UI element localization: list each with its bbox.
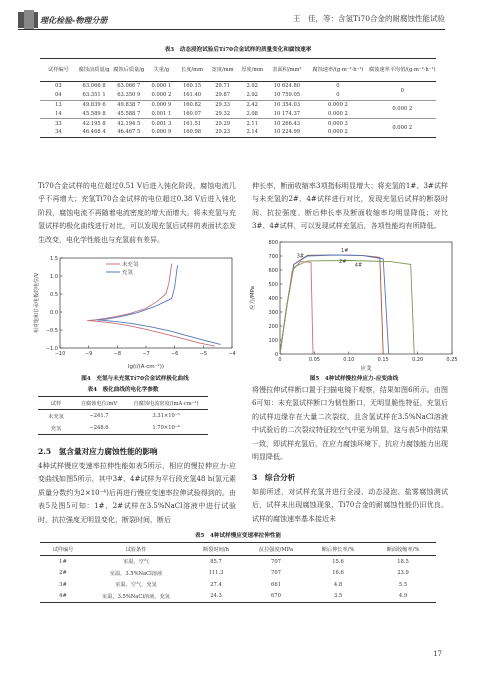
series-label-2: 3# [296,253,305,260]
x-tick-label: 0 [278,357,282,363]
table-header: 断后伸长率/% [306,543,370,556]
x-tick-label: −4 [228,351,236,357]
table4 [38,396,208,435]
table-row: 3# 室温，空气，充氢 27.4 661 4.8 5.5 [59,581,408,589]
table-row: 33 42.195 8 42.194 5 0.001 3 161.51 29.29 2.11 10 266.43 0.000 3 0.000 2 [40,119,436,128]
table3 [40,58,436,138]
figure4-series [87,263,220,346]
table-row: 04 63.351 1 63.350 9 0.000 2 161.40 29.87 2.92 10 759.05 0 [40,91,436,100]
average-cell: 0.000 2 [392,124,413,131]
table-header: 厚度/mm [238,59,267,82]
section-2-5-title: 2.5 氢含量对应力腐蚀性能的影响 [38,447,158,456]
table-row: 未充氢 −241.7 3.31×10⁻⁵ [48,413,180,420]
x-tick-label: −8 [113,351,122,357]
y-tick-label: 0.5 [50,291,58,298]
y-tick-label: 100 [268,337,278,344]
table-row: 14 45.589 8 45.588 7 0.001 1 160.07 29.32 2.08 10 174.37 0.000 2 [40,109,436,118]
table-header: 失重/g [146,59,177,82]
table-row: 2# 室温，3.5%NaCl溶液 111.3 707 16.6 23.9 [59,570,409,577]
right-paragraph-2: 将慢拉伸试样断口置于扫描电镜下观察，结果如图6所示。由图6可知：未充氢试样断口为韧性断口，无明显脆性特征，充氢后的试样边缘存在大量二次裂纹，且含氢试样在3.5%NaCl溶液中试验后的二次裂纹特征较空气中更为明显，这与表5中的结果一致，即试样充氢后，在应力腐蚀环境下，抗应力腐蚀能力出现明显降低。 [252,386,448,462]
x-tick-label: −7 [142,351,150,357]
section-3-paragraph: 如前所述，对试样充氢并进行全浸、动态浸泡、盐雾腐蚀测试后，试样未出现腐蚀现象，Ti70合金的耐腐蚀性能仍旧优良。试样的腐蚀速率基本接近未 [252,488,448,523]
table-header: 腐蚀后质量/g [111,59,146,82]
figure4-ticks [46,256,236,357]
table-header: 试验条件 [86,543,186,556]
table-header: 宽度/mm [207,59,238,82]
figure5-series [280,255,414,354]
series-line-3 [280,261,414,355]
table-header: 断裂时间/h [186,543,246,556]
table-row: 34 46.468 4 46.467 5 0.000 9 160.98 29.23 2.14 10 224.99 0.000 2 [55,129,348,136]
average-cell: 0 [369,82,436,101]
y-tick-label: 1.0 [50,273,58,280]
figure5-xlabel: 应变 [360,366,372,372]
table-header: 腐蚀速率/(g·m⁻²·h⁻¹) [307,59,368,82]
y-tick-label: 200 [268,323,278,330]
x-tick-label: 0.20 [412,357,424,363]
table-header: 腐蚀前质量/g [77,59,112,82]
right-paragraph: 伸长率，断面收缩率3项指标明显增大；将充氢的1#、3#试样与未充氢的2#、4#试样进行对比，发现充氢后试样的断裂时间、抗拉强度、断后伸长率及断面收缩率均明显降低；对比3#、4#试样，可以发现试样充氢后，各项性能均有所降低。 [252,182,448,231]
figure4-legend [106,260,139,276]
y-tick-label: −0.5 [45,327,58,334]
table-header: 自腐蚀电流密度/(mA·cm⁻²) [124,397,208,410]
running-head: 王 佳，等：含氢Ti70合金的耐腐蚀性能试验 [293,14,445,23]
series-label-3: 4# [354,262,363,269]
figure4-chart [30,252,240,372]
x-tick-label: −10 [54,351,66,357]
figure5-ylabel: 应力/MPa [250,285,256,311]
figure5-caption: 图5 4种试样慢拉伸应力-应变曲线 [309,376,399,382]
journal-name: 理化检验-物理分册 [40,16,108,25]
series-line-0 [87,263,215,346]
series-line-0 [280,255,383,354]
y-tick-label: −1.0 [45,345,58,352]
table-header: 自腐蚀电位/mV [74,397,124,410]
y-tick-label: 0.0 [50,309,58,316]
y-tick-label: 1.5 [50,255,58,262]
y-tick-label: 700 [268,253,278,260]
x-tick-label: 0.05 [308,357,320,363]
table5 [40,542,436,603]
average-cell: 0.000 2 [369,100,436,119]
table-row: 充氢 −248.6 1.79×10⁻⁴ [50,425,180,432]
figure4-xlabel: lg(i/(A·cm⁻²)) [128,364,164,370]
y-tick-label: 500 [268,281,278,288]
table-row: 1# 室温，空气 85.7 707 15.6 18.5 [59,558,409,566]
table-row: 03 63.066 8 63.066 7 0.000 1 160.15 29.71 2.92 10 624.80 0 0 [40,82,436,91]
series-label-1: 2# [339,259,347,266]
table-row: 13 49.839 6 49.838 7 0.000 9 160.82 29.33 2.42 10 354.03 0.000 2 0.000 2 [40,100,436,109]
y-tick-label: 400 [268,295,278,302]
y-tick-label: 0 [274,351,278,358]
header-rule [18,29,445,30]
table3-caption: 表3 动态浸泡试验后Ti70合金试样的质量变化和腐蚀速率 [164,47,312,53]
figure4-ylabel: 相对饱和甘汞电极的电位/V [34,272,40,334]
x-tick-label: 0.10 [343,357,355,363]
figure5-chart [246,236,462,372]
figure5-plot-area [280,242,452,354]
y-tick-label: 300 [268,309,278,316]
page-number: 17 [433,650,442,658]
journal-logo [18,10,126,30]
series-label-0: 1# [341,247,349,254]
table-header: 试样编号 [40,59,77,82]
legend-label-1: 充氢 [122,270,134,276]
table-header: 腐蚀速率平均值/(g·m⁻²·h⁻¹) [369,59,436,82]
series-line-1 [280,255,389,354]
figure4-caption: 图4 充氢与未充氢Ti70合金试样极化曲线 [81,376,189,382]
table5-caption: 表5 4种试样慢应变速率拉伸性能 [194,533,282,539]
left-paragraph: Ti70合金试样的电位超过0.51 V后进入钝化阶段，腐蚀电流几乎不再增大；充氢Ti70合金试样的电位超过0.38 V后进入钝化阶段，腐蚀电流不再随着电流密度的增大而增大。将未充氢与充氢试样的极化曲线进行对比，可以发现充氢后试样的表面状态发生改变，电化学性能也与充氢前有差异。 [38,182,236,244]
section-3-title: 3 综合分析 [252,473,296,482]
series-line-2 [280,262,313,354]
table-header: 表面积/mm² [267,59,308,82]
x-tick-label: −9 [84,351,93,357]
section-2-5-paragraph: 4种试样慢应变速率拉伸性能如表5所示，相应的慢拉伸应力-应变曲线如图5所示，其中3#、4#试样为平行段充氢48 h(氢元素质量分数约为2×10⁻⁴)后再进行慢应变速率拉伸试验得到的。由表5及图5可知：1#、2#试样在3.5%NaCl溶液中进行试验时，抗拉强度无明显变化，断裂时间，断后 [38,462,236,524]
x-tick-label: −6 [170,351,179,357]
x-tick-label: −5 [199,351,208,357]
table-header: 试样编号 [40,543,86,556]
legend-label-0: 未充氢 [122,262,139,268]
figure5-series-labels [297,248,363,269]
y-tick-label: 600 [268,267,278,274]
table-header: 抗拉强度/MPa [246,543,306,556]
table-row: 4# 室温，3.5%NaCl溶液，充氢 24.3 670 3.5 4.9 [59,593,408,600]
table-header: 试样 [38,397,74,410]
table-header: 断面收缩率/% [370,543,436,556]
y-tick-label: 800 [268,239,278,246]
table4-caption: 表4 极化曲线的电化学参数 [87,387,159,393]
table-header: 长度/mm [177,59,208,82]
x-tick-label: 0.25 [446,357,458,363]
x-tick-label: 0.15 [377,357,389,363]
figure4-plot-area [60,258,232,348]
